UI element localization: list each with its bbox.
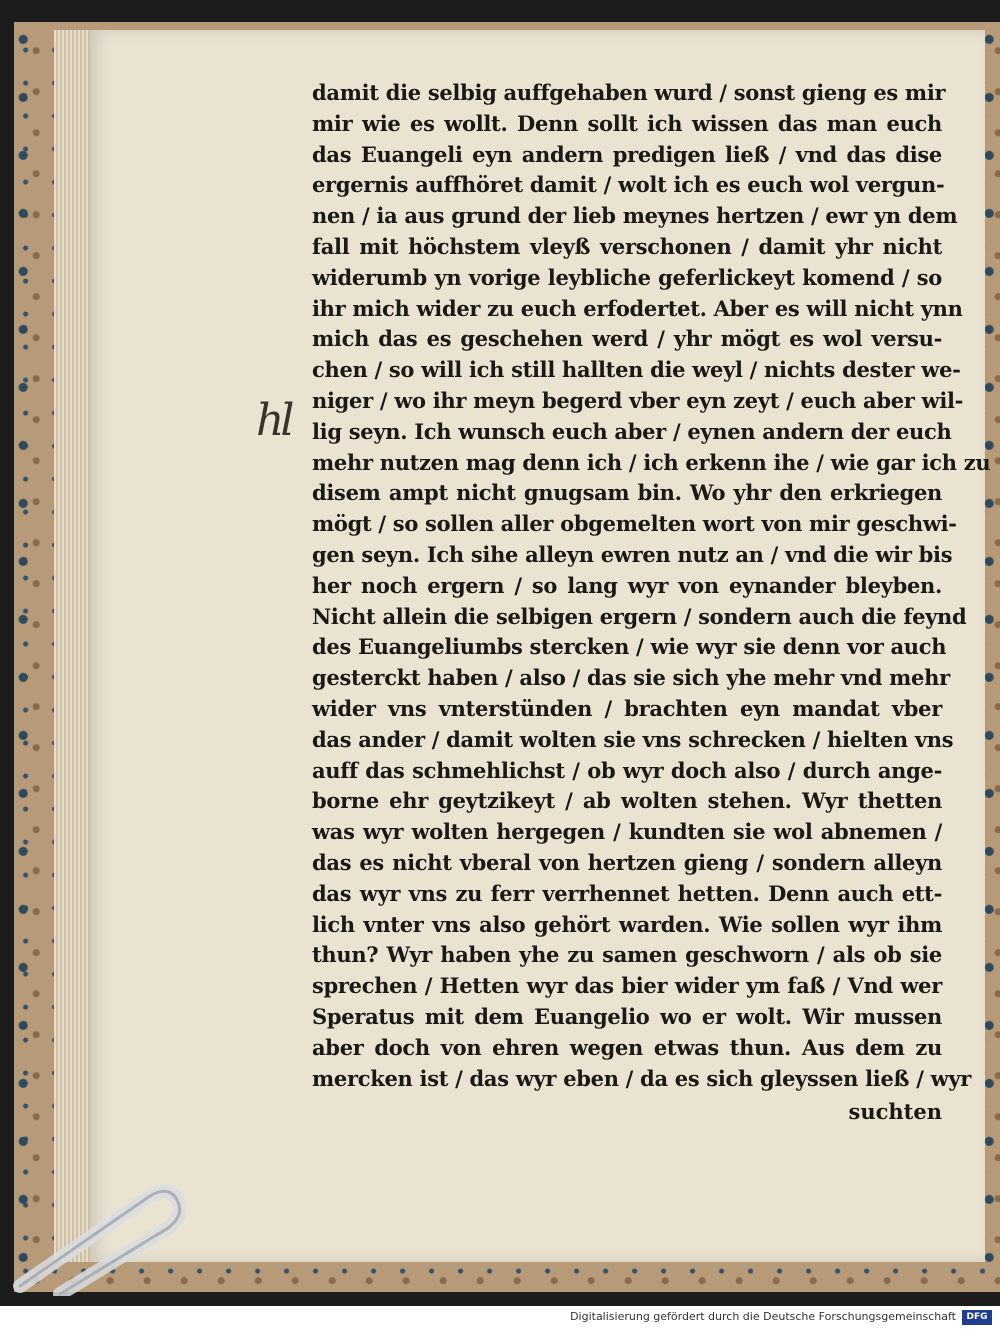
text-line: lich vnter vns also gehört warden. Wie sollen wyr ihm	[312, 911, 942, 937]
text-line: lig seyn. Ich wunsch euch aber / eynen andern der euch	[312, 418, 952, 444]
footer-bar	[0, 1306, 1000, 1329]
footer-credit: Digitalisierung gefördert durch die Deutsche Forschungsgemeinschaft	[570, 1310, 956, 1323]
text-line: disem ampt nicht gnugsam bin. Wo yhr den erkriegen	[312, 480, 942, 506]
text-line: das Euangeli eyn andern predigen ließ / vnd das dise	[312, 141, 942, 167]
text-line: damit die selbig auffgehaben wurd / sonst gieng es mir	[312, 80, 946, 105]
dfg-logo: DFG	[962, 1310, 992, 1325]
text-line: auff das schmehlichst / ob wyr doch also / durch ange-	[312, 757, 942, 783]
text-line: mögt / so sollen aller obgemelten wort von mir geschwi-	[312, 511, 957, 537]
paper-clip-icon	[0, 1176, 190, 1296]
text-line: widerumb yn vorige leybliche geferlickeyt komend / so	[312, 264, 942, 290]
margin-annotation: hl	[256, 395, 291, 446]
text-line: aber doch von ehren wegen etwas thun. Aus dem zu	[312, 1034, 942, 1060]
text-line: niger / wo ihr meyn begerd vber eyn zeyt / euch aber wil-	[312, 387, 964, 413]
catchword: suchten	[848, 1099, 942, 1125]
text-line: ergernis auffhöret damit / wolt ich es euch wol vergun-	[312, 172, 945, 198]
text-line: gen seyn. Ich sihe alleyn ewren nutz an / vnd die wir bis	[312, 541, 953, 567]
text-line: das wyr vns zu ferr verrhennet hetten. Denn auch ett-	[312, 880, 942, 906]
text-line: fall mit höchstem vleyß verschonen / damit yhr nicht	[312, 233, 942, 259]
page-edges	[54, 30, 94, 1262]
text-line: borne ehr geytzikeyt / ab wolten stehen. Wyr thetten	[312, 788, 942, 814]
text-line: mir wie es wollt. Denn sollt ich wissen das man euch	[312, 110, 942, 136]
text-line: wider vns vnterstünden / brachten eyn mandat vber	[312, 695, 942, 721]
text-line: mehr nutzen mag denn ich / ich erkenn ihe / wie gar ich zu	[312, 449, 991, 475]
text-line: das es nicht vberal von hertzen gieng / sondern alleyn	[312, 849, 942, 875]
text-line: nen / ia aus grund der lieb meynes hertzen / ewr yn dem	[312, 203, 958, 229]
text-line: thun? Wyr haben yhe zu samen geschworn / als ob sie	[312, 942, 942, 968]
text-line: was wyr wolten hergegen / kundten sie wol abnemen /	[312, 819, 942, 845]
text-line: Speratus mit dem Euangelio wo er wolt. Wir mussen	[312, 1003, 942, 1029]
text-line: des Euangeliumbs stercken / wie wyr sie denn vor auch	[312, 634, 947, 660]
text-line: Nicht allein die selbigen ergern / sondern auch die feynd	[312, 603, 967, 629]
text-line: ihr mich wider zu euch erfodertet. Aber es will nicht ynn	[312, 295, 963, 321]
text-line: her noch ergern / so lang wyr von eynander bleyben.	[312, 572, 942, 598]
text-line: gesterckt haben / also / das sie sich yhe mehr vnd mehr	[312, 665, 950, 691]
text-line: mercken ist / das wyr eben / da es sich gleyssen ließ / wyr	[312, 1065, 972, 1091]
text-line: das ander / damit wolten sie vns schrecken / hielten vns	[312, 726, 954, 752]
text-block	[312, 78, 991, 1130]
text-line: chen / so will ich still hallten die weyl / nichts dester we-	[312, 357, 961, 383]
text-line: sprechen / Hetten wyr das bier wider ym faß / Vnd wer	[312, 973, 942, 999]
text-line: mich das es geschehen werd / yhr mögt es wol versu-	[312, 326, 942, 352]
